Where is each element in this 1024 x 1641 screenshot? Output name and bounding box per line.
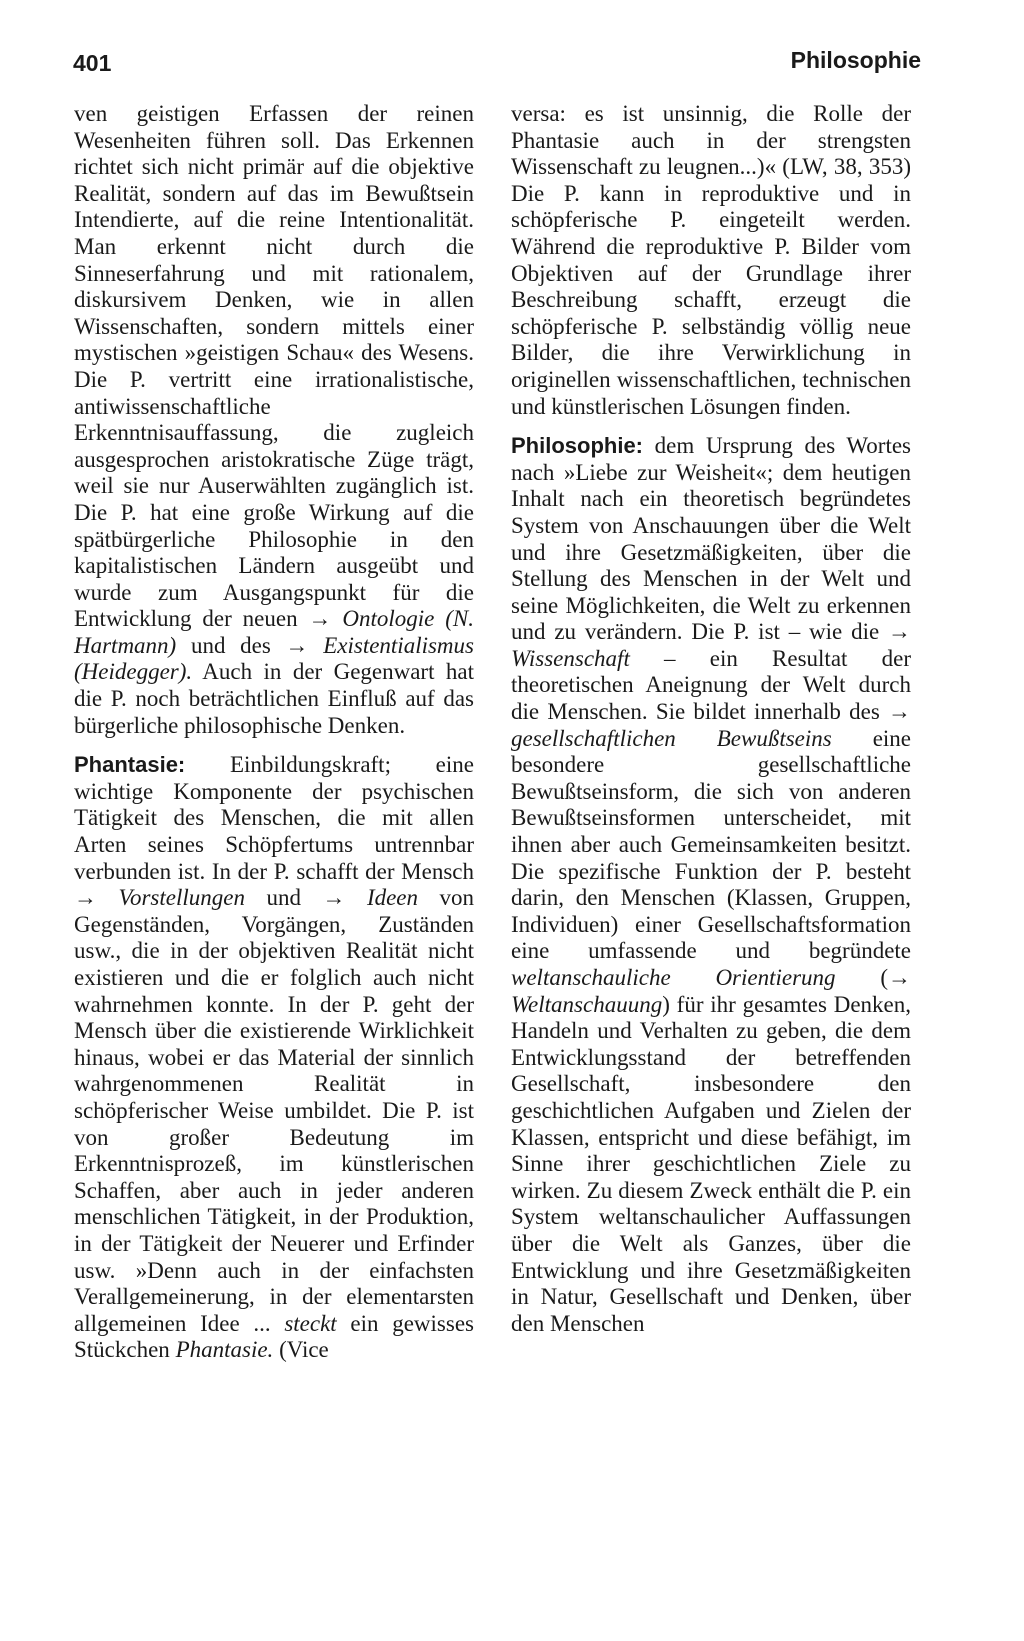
page-number: 401: [73, 50, 112, 76]
entry-phantasie: [74, 752, 474, 1364]
cross-reference: Ontologie (N. Hartmann): [74, 606, 474, 658]
right-column: [511, 101, 911, 1337]
cross-reference: Existentialismus (Heidegger).: [74, 632, 474, 685]
text-span: – ein Resultat der theoretischen Aneignung der Welt durch die Menschen. Sie bildet innerhalb des →: [511, 645, 911, 725]
cross-reference: Weltanschauung: [511, 991, 663, 1017]
text-span: (→: [835, 965, 911, 990]
entry-keyword: Philosophie:: [511, 433, 643, 459]
cross-reference: Ideen: [366, 885, 419, 911]
italic-text: steckt: [284, 1310, 337, 1336]
text-span: ven geistigen Erfassen der reinen Wesenheiten führen soll. Das Erkennen richtet sich nicht primär auf die objektive Realität, sondern auf das im Bewußtsein Intendierte, auf die reine Intentionalität. Man erkennt nicht durch die Sinneserfahrung und mit rationalem, diskursivem Denken, wie in allen Wissenschaften, sondern mittels einer mystischen »geistigen Schau« des Wesens. Die P. vertritt eine irrationalistische, antiwissenschaftliche Erkenntnisauffassung, die zugleich ausgesprochen aristokratische Züge trägt, weil sie nur Auserwählten zugänglich ist. Die P. hat eine große Wirkung auf die spätbürgerliche Philosophie in den kapitalistischen Ländern ausgeübt und wurde zum Ausgangspunkt für die Entwicklung der neuen →: [74, 101, 474, 632]
paragraph-continuation: [74, 101, 474, 739]
entry-keyword: Phantasie:: [74, 752, 186, 778]
paragraph-continuation: [511, 101, 911, 420]
text-span: von Gegenständen, Vorgängen, Zuständen usw., die in der objektiven Realität nicht existieren und die er folglich auch nicht wahrnehmen konnte. In der P. geht der Mensch über die existierende Wirklichkeit hinaus, wobei er das Material der sinnlich wahrgenommenen Realität in schöpferischer Weise umbildet. Die P. ist von großer Bedeutung im Erkenntnisprozeß, im künstlerischen Schaffen, aber auch in jeder anderen menschlichen Tätigkeit, in der Produktion, in der Tätigkeit der Neuerer und Erfinder usw. »Denn auch in der einfachsten Verallgemeinerung, in der elementarsten allgemeinen Idee ...: [74, 885, 474, 1336]
text-span: dem Ursprung des Wortes nach »Liebe zur Weisheit«; dem heutigen Inhalt nach ein theoretisch begründetes System von Anschauungen über die Welt und ihre Gesetzmäßigkeiten, über die Stellung des Menschen in der Welt und seine Möglichkeiten, die Welt zu erkennen und zu verändern. Die P. ist – wie die →: [511, 433, 911, 645]
text-span: versa: es ist unsinnig, die Rolle der Phantasie auch in der strengsten Wissenschaft zu leugnen...)« (LW, 38, 353) Die P. kann in reproduktive und in schöpferische P. eingeteilt werden. Während die reproduktive P. Bilder vom Objektiven auf der Grundlage ihrer Beschreibung schafft, erzeugt die schöpferische P. selbständig völlig neue Bilder, die ihre Verwirklichung in originellen wissenschaftlichen, technischen und künstlerischen Lösungen finden.: [511, 101, 911, 419]
left-column: [74, 101, 474, 1364]
text-span: und des →: [176, 632, 309, 658]
entry-philosophie: [511, 433, 911, 1337]
running-head: Philosophie: [790, 47, 921, 73]
cross-reference: weltanschauliche Orientierung: [511, 965, 836, 990]
cross-reference: gesellschaftlichen Bewußtseins: [511, 725, 832, 751]
text-span: eine besondere gesellschaftliche Bewußtseinsform, die sich von anderen Bewußtseinsformen unterscheidet, mit ihnen aber auch Gemeinsamkeiten besitzt. Die spezifische Funktion der P. besteht darin, den Menschen (Klassen, Gruppen, Individuen) einer Gesellschaftsformation eine umfassende und begründete: [511, 725, 911, 964]
text-span: Einbildungskraft; eine wichtige Komponente der psychischen Tätigkeit des Menschen, die mit allen Arten seines Schöpfertums untrennbar verbunden ist. In der P. schafft der Mensch →: [74, 752, 474, 911]
text-span: und →: [244, 885, 367, 911]
text-span: Auch in der Gegenwart hat die P. noch beträchtlichen Einfluß auf das bürgerliche philosophische Denken.: [74, 659, 474, 738]
cross-reference: Wissenschaft: [511, 645, 630, 671]
text-span: (Vice: [273, 1337, 329, 1363]
italic-text: Phantasie.: [175, 1337, 274, 1363]
text-span: ein gewisses Stückchen: [74, 1310, 474, 1363]
text-span: ) für ihr gesamtes Denken, Handeln und Verhalten zu geben, die dem Entwicklungsstand der betreffenden Gesellschaft, insbesondere den geschichtlichen Aufgaben und Zielen der Klassen, entspricht und diese befähigt, im Sinne ihrer geschichtlichen Ziele zu wirken. Zu diesem Zweck enthält die P. ein System weltanschaulicher Auffassungen über die Welt als Ganzes, über die Entwicklung und ihre Gesetzmäßigkeiten in Natur, Gesellschaft und Denken, über den Menschen: [511, 991, 911, 1336]
cross-reference: Vorstellungen: [118, 885, 245, 911]
